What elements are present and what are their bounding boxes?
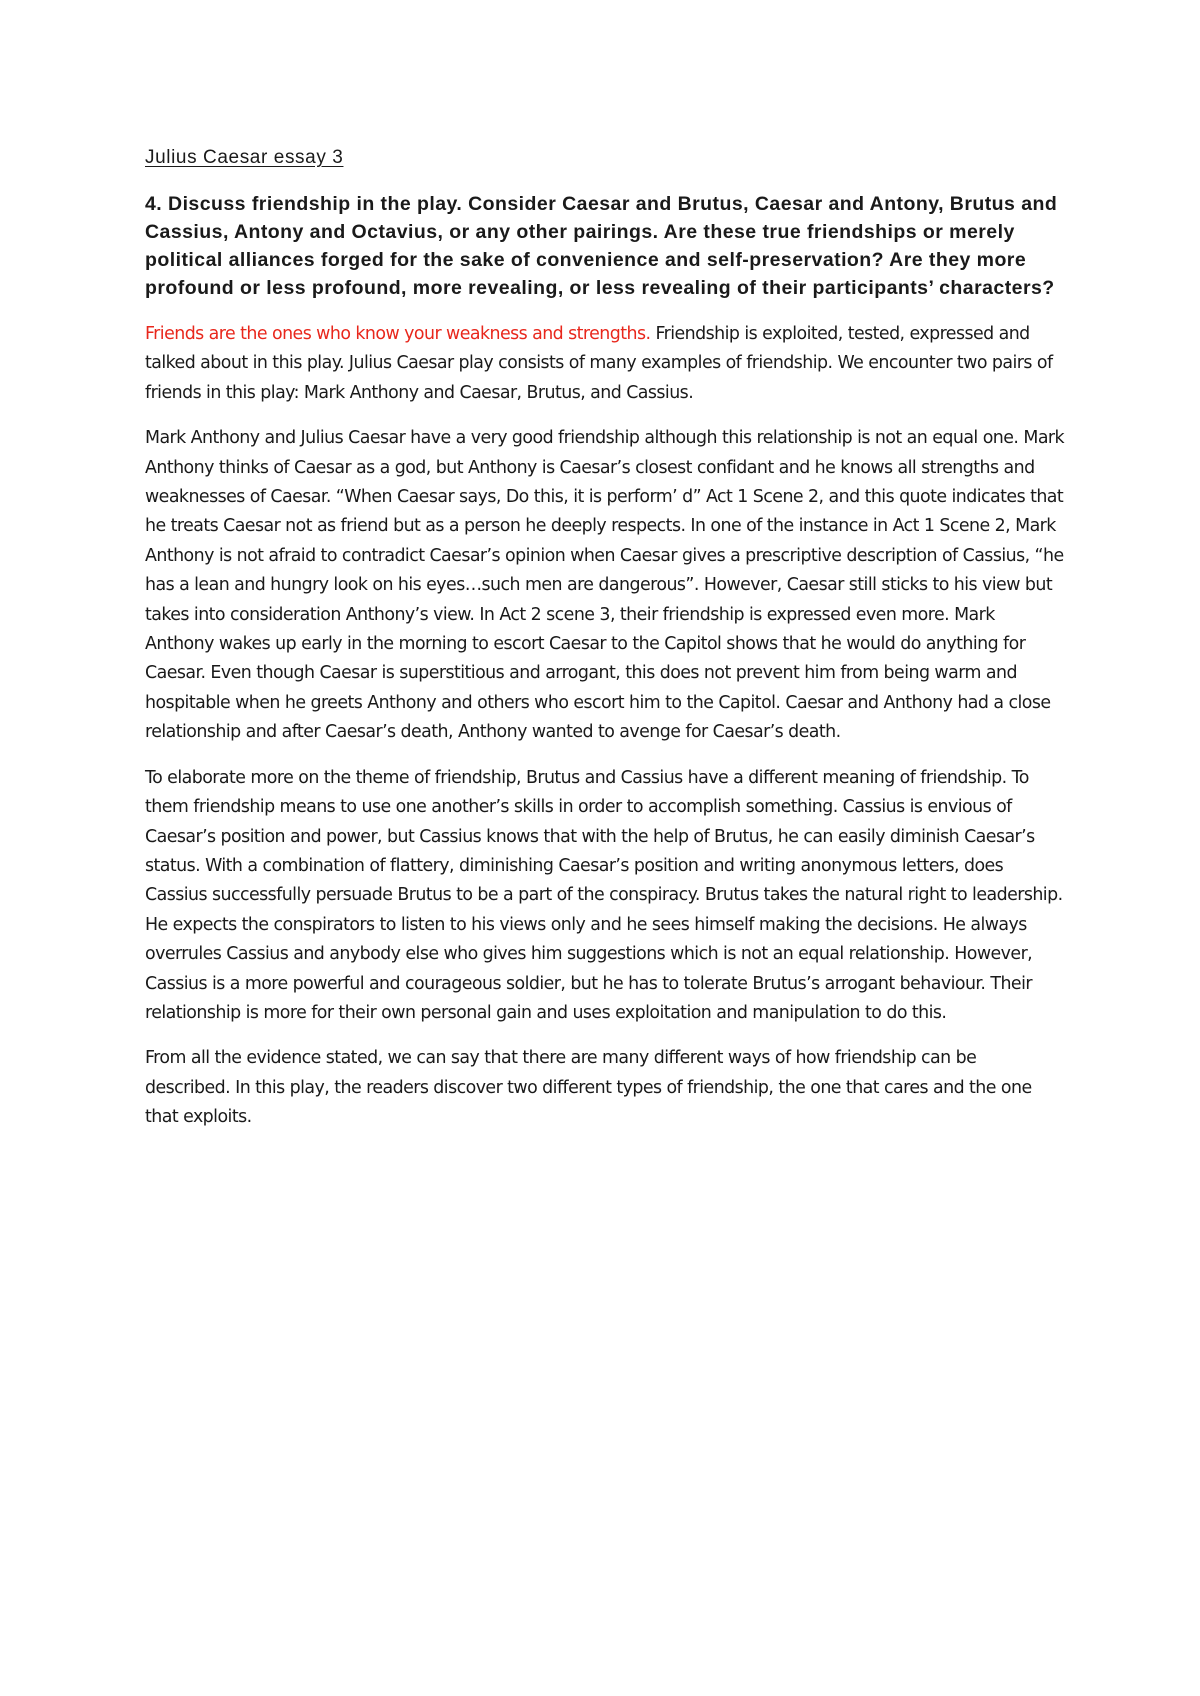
essay-prompt: 4. Discuss friendship in the play. Consider Caesar and Brutus, Caesar and Antony, Brutus and Cassius, Antony and Octavius, or any other pairings. Are these true friendships or merely political alliances forged for the sake of convenience and self-preservation? Are they more profound or less profound, more revealing, or less revealing of their participants’ characters? bbox=[145, 193, 1058, 299]
essay-paragraph-2: Mark Anthony and Julius Caesar have a very good friendship although this relationship is not an equal one. Mark Anthony thinks of Caesar as a god, but Anthony is Caesar’s closest confidant and he knows all strengths and weaknesses of Caesar. “When Caesar says, Do this, it is perform’ d” Act 1 Scene 2, and this quote indicates that he treats Caesar not as friend but as a person he deeply respects. In one of the instance in Act 1 Scene 2, Mark Anthony is not afraid to contradict Caesar’s opinion when Caesar gives a prescriptive description of Cassius, “he has a lean and hungry look on his eyes…such men are dangerous”. However, Caesar still sticks to his view but takes into consideration Anthony’s view. In Act 2 scene 3, their friendship is expressed even more. Mark Anthony wakes up early in the morning to escort Caesar to the Capitol shows that he would do anything for Caesar. Even though Caesar is superstitious and arrogant, this does not prevent him from being warm and hospitable when he greets Anthony and others who escort him to the Capitol. Caesar and Anthony had a close relationship and after Caesar’s death, Anthony wanted to avenge for Caesar’s death. bbox=[145, 428, 1065, 743]
essay-title: Julius Caesar essay 3 bbox=[145, 147, 344, 168]
essay-paragraph-4: From all the evidence stated, we can say that there are many different ways of how friendship can be described. In this play, the readers discover two different types of friendship, the one that cares and the one that exploits. bbox=[145, 1048, 1032, 1128]
highlighted-sentence: Friends are the ones who know your weakness and strengths. bbox=[145, 324, 651, 344]
essay-paragraph-3: To elaborate more on the theme of friendship, Brutus and Cassius have a different meaning of friendship. To them friendship means to use one another’s skills in order to accomplish something. Cassius is envious of Caesar’s position and power, but Cassius knows that with the help of Brutus, he can easily diminish Caesar’s status. With a combination of flattery, diminishing Caesar’s position and writing anonymous letters, does Cassius successfully persuade Brutus to be a part of the conspiracy. Brutus takes the natural right to leadership. He expects the conspirators to listen to his views only and he sees himself making the decisions. He always overrules Cassius and anybody else who gives him suggestions which is not an equal relationship. However, Cassius is a more powerful and courageous soldier, but he has to tolerate Brutus’s arrogant behaviour. Their relationship is more for their own personal gain and uses exploitation and manipulation to do this. bbox=[145, 767, 1063, 1023]
paragraph-text: Friendship is exploited, tested, expressed and talked about in this play. Julius Caesar play consists of many examples of friendship. We encounter two pairs of friends in this play: Mark Anthony and Caesar, Brutus, and Cassius. bbox=[145, 324, 1053, 403]
document-page bbox=[145, 146, 1065, 1149]
essay-paragraph-1 bbox=[145, 320, 1065, 408]
